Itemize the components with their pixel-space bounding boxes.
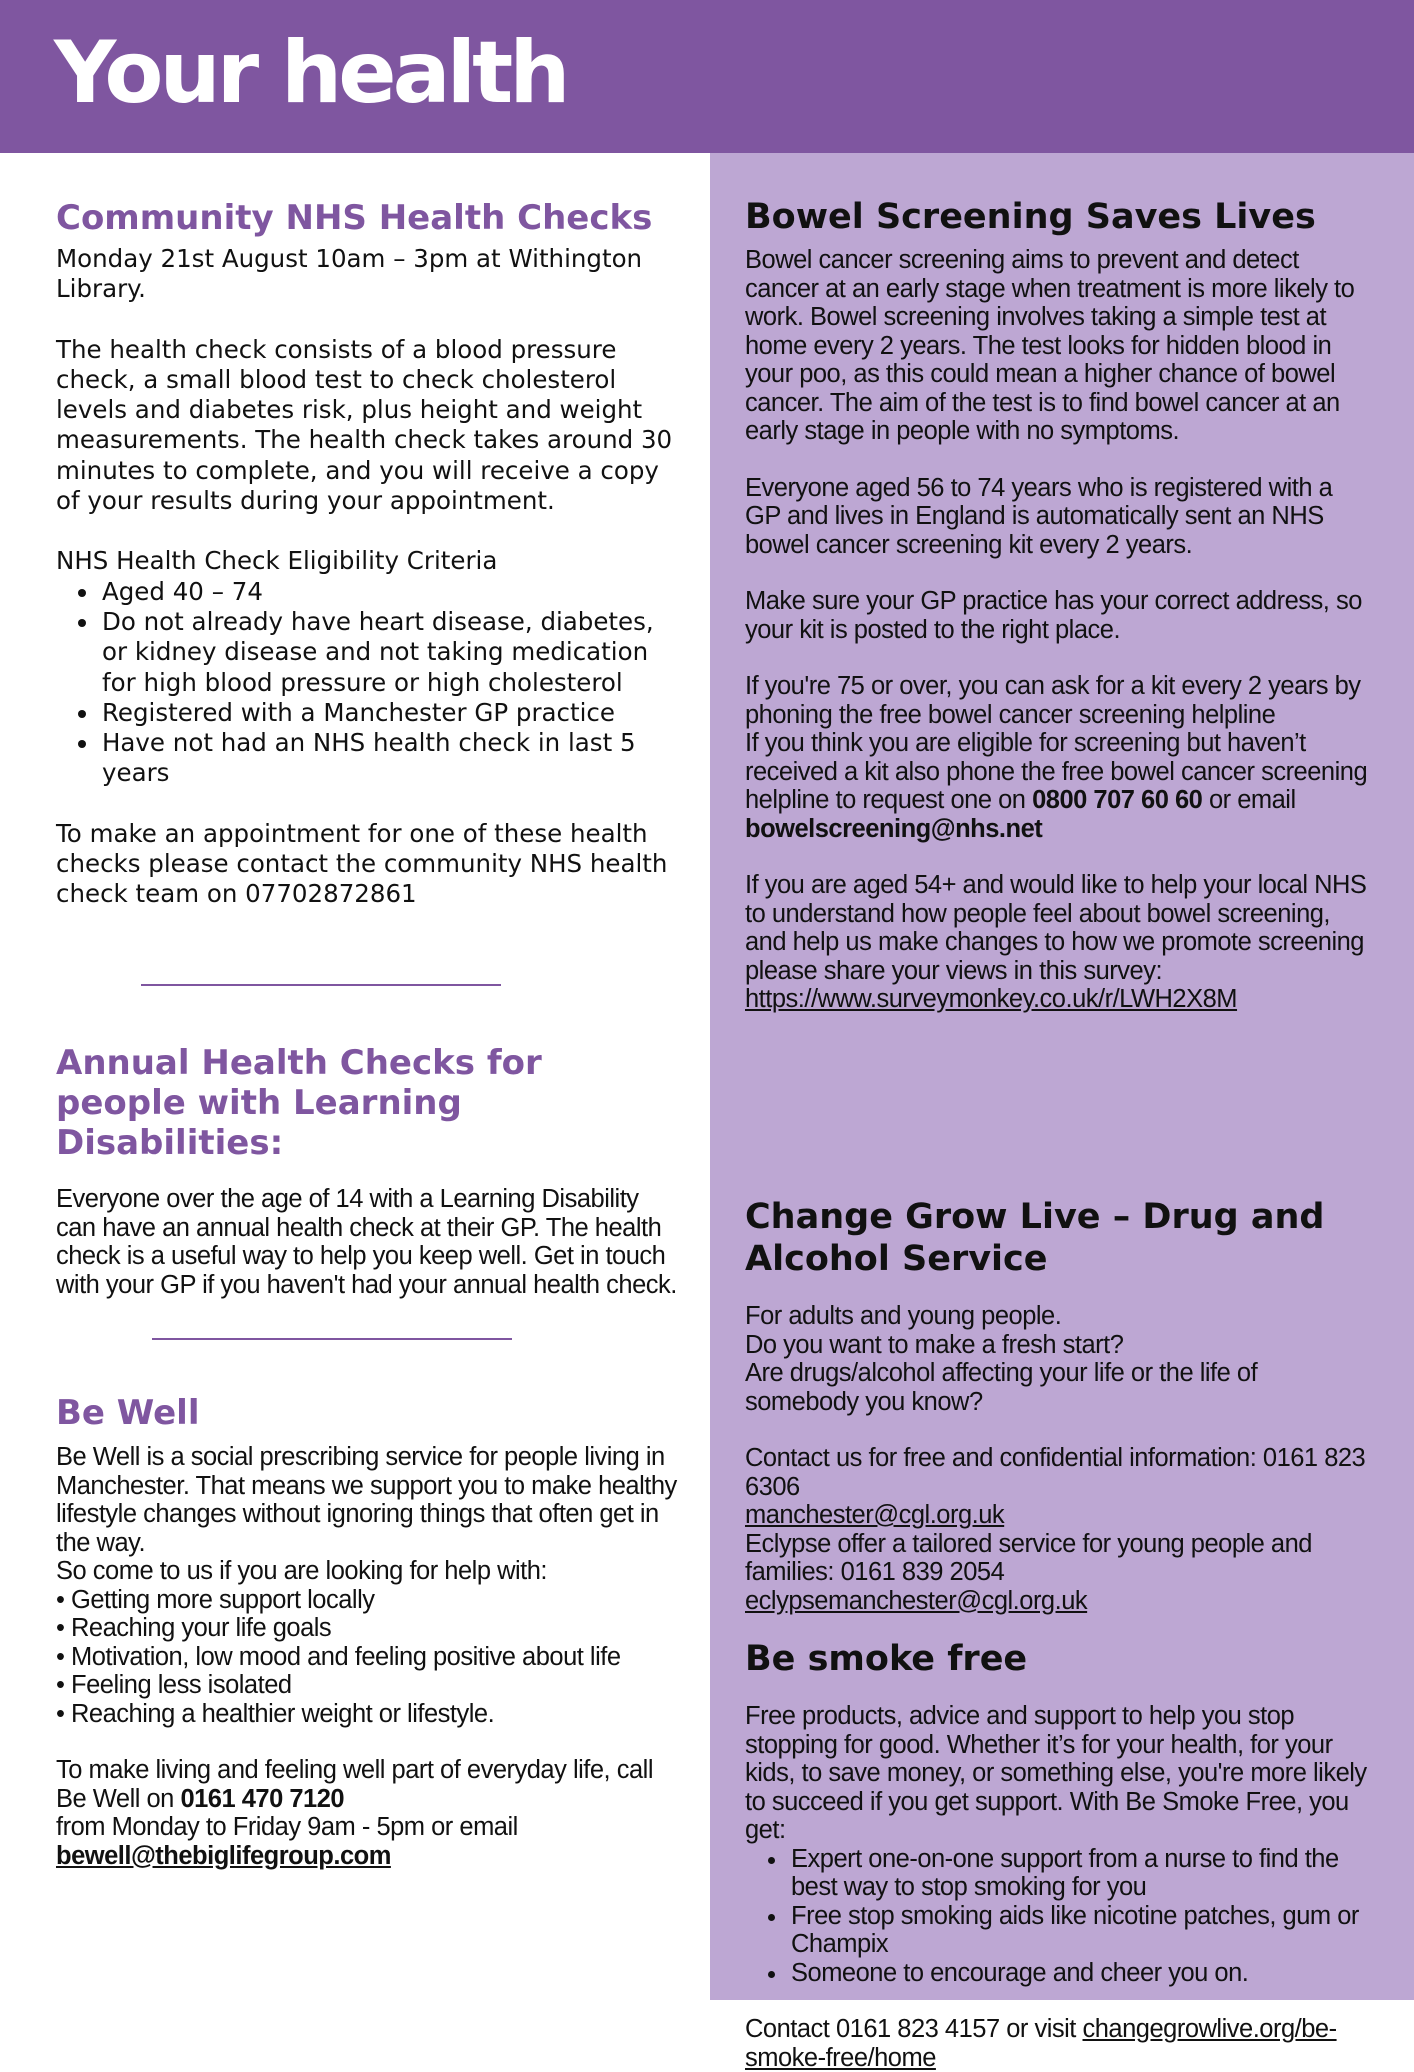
be-well-hours: from Monday to Friday 9am - 5pm or email bbox=[56, 1813, 518, 1841]
divider bbox=[141, 984, 501, 986]
smoke-item: • Someone to encourage and cheer you on. bbox=[789, 1959, 1370, 1988]
divider bbox=[152, 1338, 512, 1340]
smoke-contact-text: Contact 0161 823 4157 or visit bbox=[745, 2015, 1076, 2043]
bowel-p3: Make sure your GP practice has your correct address, so your kit is posted to the right place. bbox=[745, 587, 1362, 644]
bowel-screening-section bbox=[745, 196, 1370, 1014]
learning-disabilities-body: Everyone over the age of 14 with a Learning Disability can have an annual health check at their GP. The health check is a useful way to help you keep well. Get in touch with your GP if you haven't had your annual health check. bbox=[56, 1185, 677, 1299]
learning-disabilities-title: Annual Health Checks for people with Learning Disabilities: bbox=[56, 1043, 542, 1163]
be-well-section bbox=[56, 1393, 681, 1870]
smoke-item: • Free stop smoking aids like nicotine patches, gum or Champix bbox=[789, 1902, 1370, 1959]
nhs-checks-date: Monday 21st August 10am – 3pm at Withington Library. bbox=[56, 244, 643, 304]
bowel-p5 bbox=[745, 871, 1370, 1014]
be-well-item: • Feeling less isolated bbox=[56, 1671, 292, 1699]
smoke-title: Be smoke free bbox=[745, 1639, 1028, 1679]
criteria-item: • Registered with a Manchester GP practice bbox=[100, 698, 681, 728]
smoke-free-section bbox=[745, 1638, 1370, 2072]
criteria-item: • Aged 40 – 74 bbox=[100, 577, 681, 607]
bowel-p2: Everyone aged 56 to 74 years who is registered with a GP and lives in England is automatically sent an NHS bowel cancer screening kit every 2 years. bbox=[745, 473, 1333, 559]
criteria-title: NHS Health Check Eligibility Criteria bbox=[56, 546, 498, 576]
nhs-health-checks-section bbox=[56, 198, 681, 910]
smoke-intro: Free products, advice and support to help you stop stopping for good. Whether it’s for your health, for your kids, to save money, or something else, you're more likely to succeed if you get support. With Be Smoke Free, you get: bbox=[745, 1702, 1367, 1844]
be-well-email-line bbox=[56, 1842, 681, 1871]
bowel-p4b bbox=[745, 729, 1370, 843]
bowel-phone: 0800 707 60 60 bbox=[1032, 786, 1203, 814]
survey-link[interactable]: https://www.surveymonkey.co.uk/r/LWH2X8M bbox=[745, 985, 1238, 1013]
be-well-list-intro: So come to us if you are looking for help with: bbox=[56, 1557, 548, 1585]
cgl-l2: Do you want to make a fresh start? bbox=[745, 1330, 1124, 1359]
be-well-call bbox=[56, 1756, 681, 1813]
appointment-text: To make an appointment for one of these health checks please contact the community NHS health check team on 07702872861 bbox=[56, 818, 668, 909]
bowel-email: bowelscreening@nhs.net bbox=[745, 814, 1043, 843]
bowel-p4a: If you're 75 or over, you can ask for a kit every 2 years by phoning the free bowel cancer screening helpline bbox=[745, 672, 1361, 729]
smoke-contact bbox=[745, 2015, 1370, 2072]
be-well-item: • Reaching your life goals bbox=[56, 1614, 332, 1642]
nhs-checks-description: The health check consists of a blood pressure check, a small blood test to check cholesterol levels and diabetes risk, plus height and weight measurements. The health check takes around 30 minutes to complete, and you will receive a copy of your results during your appointment. bbox=[56, 334, 673, 516]
bowel-p4b-text: If you think you are eligible for screening but haven’t received a kit also phone the free bowel cancer screening helpline to request one on bbox=[745, 729, 1368, 814]
criteria-item: • Do not already have heart disease, diabetes, or kidney disease and not taking medication for high blood pressure or high cholesterol bbox=[100, 607, 681, 698]
nhs-checks-title: Community NHS Health Checks bbox=[56, 198, 653, 238]
eclypse-text: Eclypse offer a tailored service for young people and families: 0161 839 2054 bbox=[745, 1529, 1312, 1586]
be-well-item: • Getting more support locally bbox=[56, 1585, 375, 1614]
criteria-item: • Have not had an NHS health check in last 5 years bbox=[100, 728, 681, 789]
eclypse-email-link[interactable]: eclypsemanchester@cgl.org.uk bbox=[745, 1586, 1088, 1615]
cgl-title: Change Grow Live – Drug and Alcohol Service bbox=[745, 1197, 1325, 1279]
page-header bbox=[0, 0, 1414, 153]
smoke-list bbox=[745, 1845, 1370, 1988]
smoke-link[interactable]: changegrowlive.org/be-smoke-free/home bbox=[745, 2015, 1337, 2072]
eclypse-email-line bbox=[745, 1587, 1370, 1616]
cgl-email-link[interactable]: manchester@cgl.org.uk bbox=[745, 1501, 1005, 1529]
cgl-l1: For adults and young people. bbox=[745, 1302, 1062, 1330]
bowel-title: Bowel Screening Saves Lives bbox=[745, 197, 1316, 237]
cgl-section bbox=[745, 1196, 1370, 1615]
be-well-item: • Reaching a healthier weight or lifestyle. bbox=[56, 1699, 495, 1728]
be-well-title: Be Well bbox=[56, 1393, 200, 1433]
be-well-email-link[interactable]: bewell@thebiglifegroup.com bbox=[56, 1841, 391, 1870]
be-well-intro: Be Well is a social prescribing service for people living in Manchester. That means we support you to make healthy lifestyle changes without ignoring things that often get in the way. bbox=[56, 1443, 677, 1557]
be-well-item: • Motivation, low mood and feeling positive about life bbox=[56, 1642, 621, 1671]
cgl-l3: Are drugs/alcohol affecting your life or the life of somebody you know? bbox=[745, 1359, 1258, 1416]
learning-disabilities-section bbox=[56, 1043, 681, 1299]
bowel-p5-text: If you are aged 54+ and would like to help your local NHS to understand how people feel about bowel screening, and help us make changes to how we promote screening please share your views in this survey: bbox=[745, 871, 1367, 985]
bowel-p1: Bowel cancer screening aims to prevent and detect cancer at an early stage when treatment is more likely to work. Bowel screening involves taking a simple test at home every 2 years. The test looks for hidden blood in your poo, as this could mean a higher chance of bowel cancer. The aim of the test is to find bowel cancer at an early stage in people with no symptoms. bbox=[745, 246, 1355, 445]
smoke-item: • Expert one-on-one support from a nurse to find the best way to stop smoking for you bbox=[789, 1845, 1370, 1902]
be-well-phone: 0161 470 7120 bbox=[180, 1784, 345, 1813]
bowel-or-email: or email bbox=[1208, 786, 1296, 814]
be-well-call-text: To make living and feeling well part of everyday life, call Be Well on bbox=[56, 1756, 653, 1813]
cgl-contact: Contact us for free and confidential information: 0161 823 6306 bbox=[745, 1444, 1366, 1501]
cgl-email-line bbox=[745, 1501, 1370, 1530]
page-title: Your health bbox=[54, 23, 567, 123]
criteria-list bbox=[56, 577, 681, 789]
